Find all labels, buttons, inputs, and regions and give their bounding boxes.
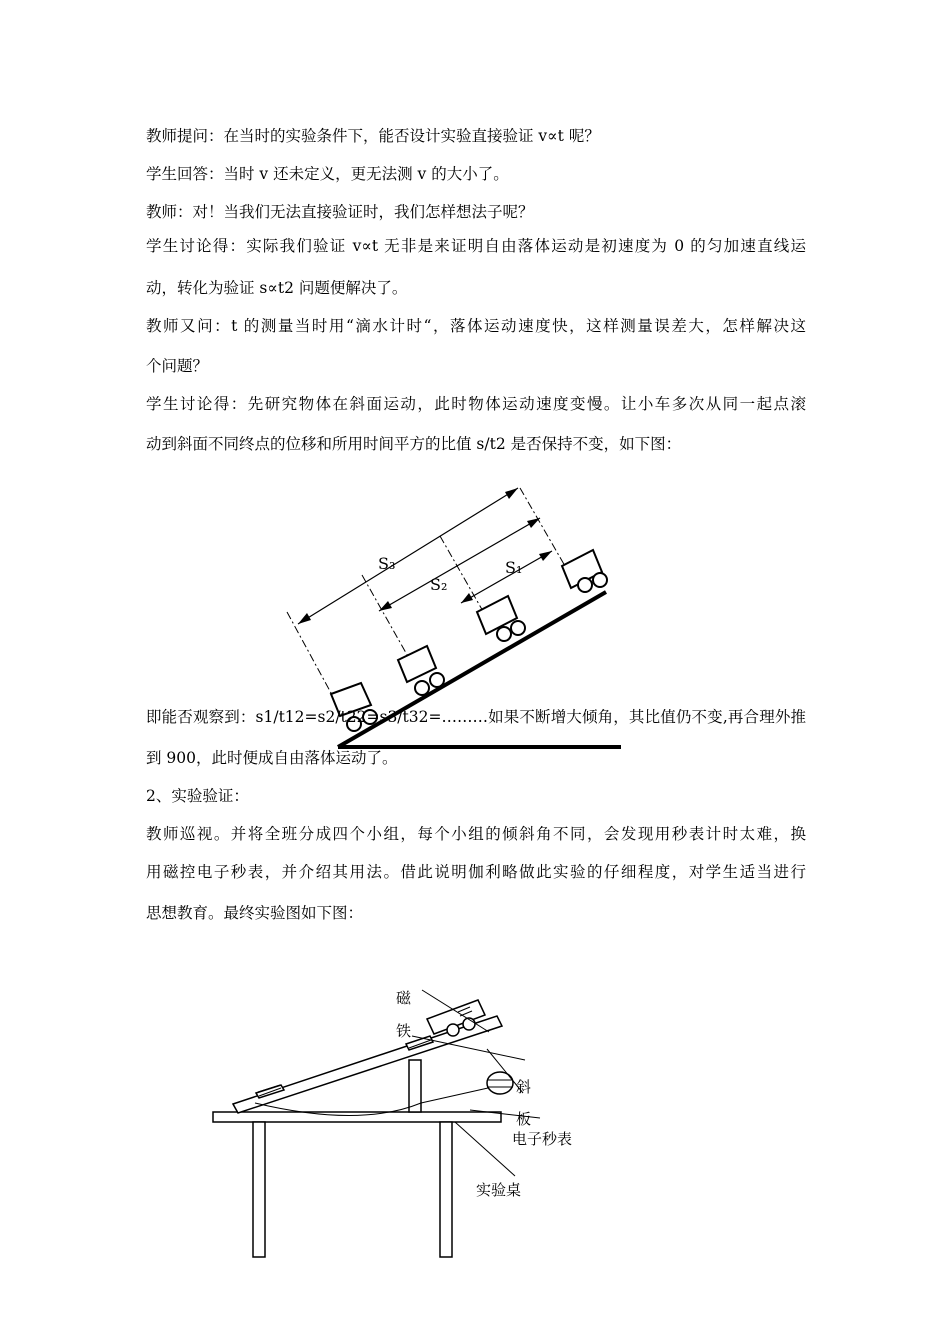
label-incline-1: 斜 xyxy=(516,1078,532,1096)
table-top xyxy=(213,1112,501,1122)
s1-label: S₁ xyxy=(505,558,523,577)
label-incline-2: 板 xyxy=(516,1110,532,1128)
label-timer: 电子秒表 xyxy=(512,1130,573,1148)
paragraph-teacher-again-line2: 个问题？ xyxy=(146,357,209,375)
incline-board xyxy=(233,1016,502,1113)
paragraph-teacher-patrol-line1: 教师巡视。并将全班分成四个小组，每个小组的倾斜角不同，会发现用秒表计时太难，换 xyxy=(146,825,806,843)
paragraph-teacher-reply: 教师：对！当我们无法直接验证时，我们怎样想法子呢？ xyxy=(146,203,534,221)
paragraph-teacher-patrol-line2: 用磁控电子秒表，并介绍其用法。借此说明伽利略做此实验的仔细程度，对学生适当进行 xyxy=(146,863,806,881)
table-leg-right xyxy=(440,1122,452,1257)
paragraph-teacher-again-line1: 教师又问：t 的测量当时用“滴水计时“，落体运动速度快，这样测量误差大，怎样解决这 xyxy=(146,317,806,335)
s2-label: S₂ xyxy=(430,575,448,594)
paragraph-student-discussion2-line1: 学生讨论得：先研究物体在斜面运动，此时物体运动速度变慢。让小车多次从同一起点滚 xyxy=(146,395,806,413)
paragraph-teacher-patrol-line3: 思想教育。最终实验图如下图： xyxy=(146,904,364,922)
section-heading-experiment: 2、实验验证： xyxy=(146,787,249,805)
label-magnet-2: 铁 xyxy=(396,1022,412,1040)
paragraph-student-answer: 学生回答：当时 v 还未定义，更无法测 v 的大小了。 xyxy=(146,165,509,183)
label-table: 实验桌 xyxy=(476,1181,522,1199)
leader-table xyxy=(455,1122,515,1176)
paragraph-observation-line2: 到 900，此时便成自由落体运动了。 xyxy=(146,749,398,767)
top-cart-wheel-1 xyxy=(447,1024,459,1036)
table-leg-left xyxy=(253,1122,265,1257)
label-magnet-1: 磁 xyxy=(396,989,412,1007)
paragraph-student-discussion2-line2: 动到斜面不同终点的位移和所用时间平方的比值 s/t2 是否保持不变，如下图： xyxy=(146,435,682,453)
paragraph-student-discussion-line1: 学生讨论得：实际我们验证 v∝t 无非是来证明自由落体运动是初速度为 0 的匀加速直线运 xyxy=(146,237,806,255)
s3-label: S₃ xyxy=(378,554,396,573)
paragraph-teacher-question: 教师提问：在当时的实验条件下，能否设计实验直接验证 v∝t 呢？ xyxy=(146,127,600,145)
paragraph-student-discussion-line2: 动，转化为验证 s∝t2 问题便解决了。 xyxy=(146,279,408,297)
paragraph-observation-line1: 即能否观察到：s1/t12=s2/t22=s3/t32=………如果不断增大倾角，其比值仍不变,再合理外推 xyxy=(146,708,806,726)
